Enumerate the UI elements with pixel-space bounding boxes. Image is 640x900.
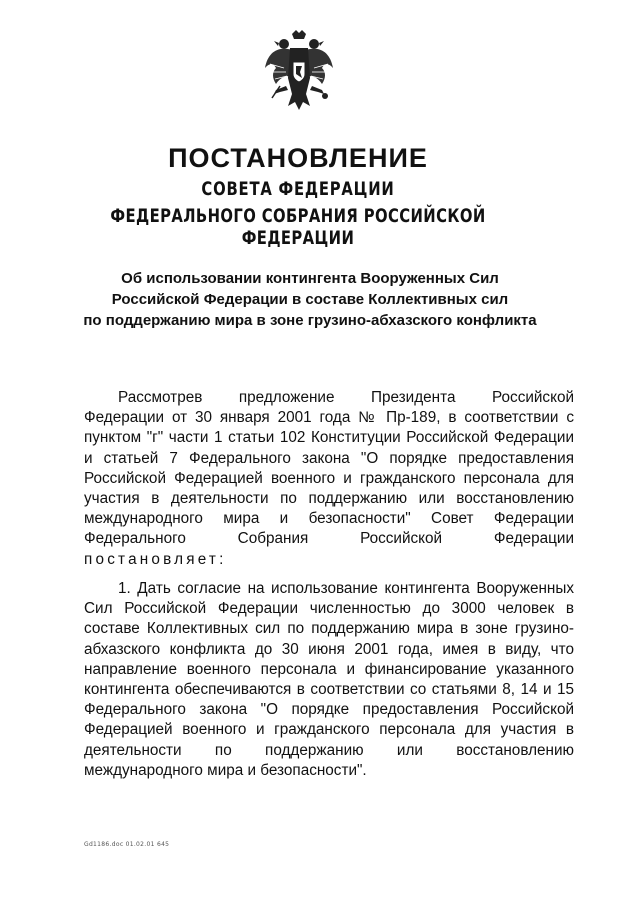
issuer-line-1: СОВЕТА ФЕДЕРАЦИИ — [201, 178, 395, 200]
text-line: контингента обеспечиваются в соответствии со статьями 8, 14 и 15 — [84, 680, 574, 698]
text-line: Рассмотрев предложение Президента Российской — [118, 389, 574, 406]
issuer-line-2: ФЕДЕРАЛЬНОГО СОБРАНИЯ РОССИЙСКОЙ ФЕДЕРАЦИИ — [110, 205, 486, 249]
subject-line: Российской Федерации в составе Коллективных сил — [111, 291, 509, 308]
text-line: Федерального закона "О порядке предоставления Российской — [84, 701, 574, 719]
resolution-subject — [0, 268, 620, 331]
text-line: деятельности по поддержанию или восстановлению — [84, 741, 574, 759]
text-line: Федерацией военного и гражданского персонала для участия в — [84, 721, 574, 739]
document-code: Gd1186.doc 01.02.01 645 — [84, 841, 170, 848]
document-title: ПОСТАНОВЛЕНИЕ — [168, 143, 428, 173]
text-line: международного мира и безопасности". — [84, 761, 367, 779]
text-line: Сил Российской Федерации численностью до 3000 человек в — [84, 600, 574, 618]
text-line: составе Коллективных сил по поддержанию мира в зоне грузино- — [84, 620, 574, 638]
resolves-word: постановляет: — [84, 550, 227, 568]
text-line: и статьей 7 Федерального закона "О порядке предоставления — [84, 449, 574, 467]
preamble-paragraph — [84, 388, 574, 570]
text-line: Федерации от 30 января 2001 года № Пр-189, в соответствии с — [84, 409, 574, 427]
text-line: Российской Федерацией военного и гражданского персонала для — [84, 469, 574, 487]
text-line: участия в деятельности по поддержанию или восстановлению — [84, 489, 574, 507]
text-line: направление военного персонала и финансирование указанного — [84, 660, 574, 678]
text-line: международного мира и безопасности" Совет Федерации — [84, 510, 574, 528]
text-line: Федерального Собрания Российской Федерации — [84, 530, 574, 548]
coat-of-arms-emblem — [262, 28, 336, 116]
text-line: абхазского конфликта до 30 июня 2001 года, имея в виду, что — [84, 640, 574, 658]
text-line: 1. Дать согласие на использование контингента Вооруженных — [118, 580, 574, 597]
subject-line: Об использовании контингента Вооруженных Сил — [121, 270, 499, 287]
text-line: пунктом "г" части 1 статьи 102 Конституции Российской Федерации — [84, 429, 574, 447]
subject-line: по поддержанию мира в зоне грузино-абхазского конфликта — [83, 312, 537, 329]
item-1-paragraph — [84, 579, 574, 781]
